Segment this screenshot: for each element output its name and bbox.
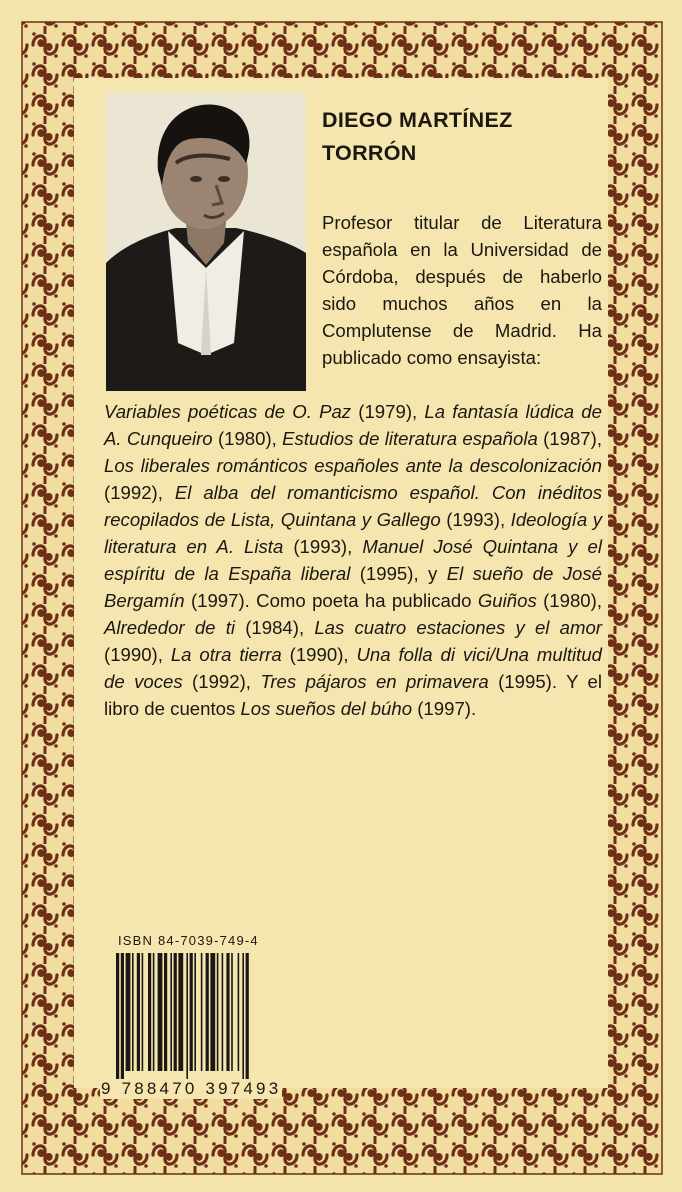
barcode-digits: 9 788470 397493 bbox=[101, 1079, 282, 1098]
bio-segment: (1997). bbox=[412, 698, 477, 719]
book-title: El sueño de José Bergamín bbox=[104, 563, 602, 611]
bio-segment: (1980), bbox=[536, 590, 602, 611]
book-title: Las cuatro estaciones y el amor bbox=[314, 617, 602, 638]
book-title: El alba del romanticismo español. Con inéditos recopilados de Lista, Quintana y Gallego bbox=[104, 482, 602, 530]
biography-lower bbox=[104, 398, 602, 722]
book-title: Ideología y literatura en A. Lista bbox=[104, 509, 602, 557]
book-title: La otra tierra bbox=[170, 644, 282, 665]
book-title: Los liberales románticos españoles ante la descolonización bbox=[104, 455, 602, 476]
bio-segment: (1992), bbox=[182, 671, 261, 692]
book-title: Los sueños del búho bbox=[240, 698, 413, 719]
isbn-label: ISBN 84-7039-749-4 bbox=[118, 933, 259, 948]
bio-segment: (1995). Y el libro de cuentos bbox=[104, 671, 603, 719]
book-title: Guiños bbox=[477, 590, 537, 611]
author-name-line2: TORRÓN bbox=[322, 141, 417, 165]
bio-segment: (1995), y bbox=[350, 563, 447, 584]
bio-segment: (1990), bbox=[281, 644, 357, 665]
bio-segment: (1979), bbox=[351, 401, 425, 422]
bio-segment: (1987), bbox=[537, 428, 603, 449]
book-title: Variables poéticas de O. Paz bbox=[104, 401, 352, 422]
bio-segment: (1997). Como poeta ha publicado bbox=[184, 590, 478, 611]
author-name-line1: DIEGO MARTÍNEZ bbox=[322, 108, 513, 132]
book-title: Manuel José Quintana y el espíritu de la España liberal bbox=[104, 536, 602, 584]
book-title: Alrededor de ti bbox=[104, 617, 235, 638]
book-title: Tres pájaros en primavera bbox=[260, 671, 489, 692]
book-title: Una folla di vici/Una multitud de voces bbox=[104, 644, 603, 692]
author-portrait-photo bbox=[106, 93, 306, 391]
bio-segment: (1990), bbox=[104, 644, 171, 665]
book-title: Estudios de literatura española bbox=[282, 428, 538, 449]
bio-segment: (1993), bbox=[440, 509, 511, 530]
bio-segment: (1980), bbox=[212, 428, 283, 449]
bio-segment: Profesor titular de Literatura española en la Universidad de Córdoba, después de haberlo sido muchos años en la Complutense de Madrid. Ha publicado como ensayista: bbox=[322, 212, 602, 368]
author-name bbox=[322, 104, 513, 170]
biography-upper bbox=[322, 209, 602, 371]
bio-segment: (1984), bbox=[235, 617, 315, 638]
ean-barcode-icon bbox=[112, 953, 292, 1081]
bio-segment: (1993), bbox=[283, 536, 363, 557]
book-title: La fantasía lúdica de A. Cunqueiro bbox=[104, 401, 602, 449]
bio-segment: (1992), bbox=[104, 482, 175, 503]
